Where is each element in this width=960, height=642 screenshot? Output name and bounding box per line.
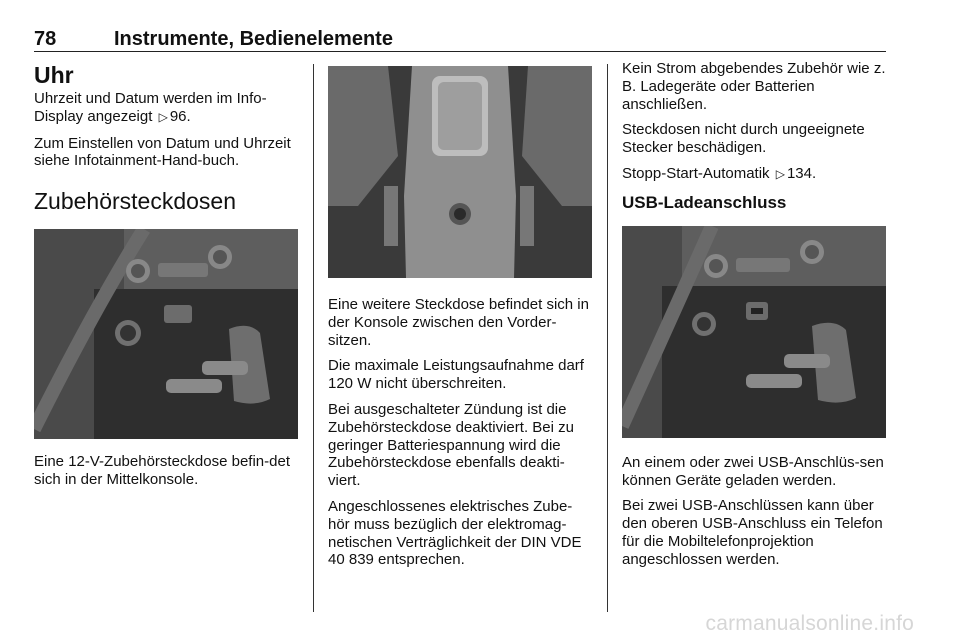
page-reference[interactable]: 96. xyxy=(169,107,191,125)
paragraph-12v-outlet: Eine 12-V-Zubehörsteckdose befin-det sich in der Mittelkonsole. xyxy=(34,453,290,488)
page-reference[interactable]: 134. xyxy=(786,164,817,182)
paragraph-stop-start xyxy=(622,165,886,184)
column-divider-2 xyxy=(607,64,608,612)
power-outlet-figure xyxy=(34,229,298,439)
paragraph-text: Stopp-Start-Automatik xyxy=(622,164,770,182)
column-1 xyxy=(34,60,298,497)
page-header xyxy=(34,28,886,52)
paragraph-usb-phone: Bei zwei USB-Anschlüssen kann über den oberen USB-Anschluss ein Telefon für die Mobiltelefonprojektion angeschlossen werden. xyxy=(622,497,883,568)
paragraph-plug-warning: Steckdosen nicht durch ungeeignete Stecker beschädigen. xyxy=(622,121,865,157)
heading-usb: USB-Ladeanschluss xyxy=(622,192,787,212)
usb-port-illustration xyxy=(622,226,886,438)
column-2 xyxy=(328,60,592,577)
paragraph-text: Uhrzeit und Datum werden im Info-Display angezeigt xyxy=(34,90,267,125)
watermark: carmanualsonline.info xyxy=(705,612,914,635)
usb-port-figure xyxy=(622,226,886,438)
console-outlet-illustration xyxy=(328,66,592,278)
page-number: 78 xyxy=(34,28,57,50)
paragraph-clock-setting: Zum Einstellen von Datum und Uhrzeit siehe Infotainment-Hand-buch. xyxy=(34,134,291,170)
header-rule xyxy=(34,51,886,52)
chapter-title: Instrumente, Bedienelemente xyxy=(114,28,393,50)
arrow-ref-icon: ▷ xyxy=(775,166,785,181)
paragraph-emc: Angeschlossenes elektrisches Zube-hör muss bezüglich der elektromag-netischen Verträglichkeit der DIN VDE 40 839 entsprechen. xyxy=(328,497,582,569)
paragraph-ignition-off: Bei ausgeschalteter Zündung ist die Zubehörsteckdose deaktiviert. Bei zu geringer Batteriespannung wird die Zubehörsteckdose ebenfalls deakti-viert. xyxy=(328,400,574,490)
paragraph-usb-charging: An einem oder zwei USB-Anschlüs-sen können Geräte geladen werden. xyxy=(622,453,884,489)
arrow-ref-icon: ▷ xyxy=(158,109,168,124)
power-outlet-illustration xyxy=(34,229,298,439)
paragraph-no-power-sources: Kein Strom abgebendes Zubehör wie z. B. Ladegeräte oder Batterien anschließen. xyxy=(622,60,886,113)
paragraph-max-power: Die maximale Leistungsaufnahme darf 120 W nicht überschreiten. xyxy=(328,357,584,393)
column-3 xyxy=(622,60,886,577)
console-outlet-figure xyxy=(328,66,592,278)
heading-zubehoersteckdosen: Zubehörsteckdosen xyxy=(34,188,237,215)
paragraph-clock-display xyxy=(34,90,298,127)
paragraph-second-outlet: Eine weitere Steckdose befindet sich in der Konsole zwischen den Vorder-sitzen. xyxy=(328,296,589,349)
column-divider-1 xyxy=(313,64,314,612)
heading-uhr: Uhr xyxy=(34,62,74,88)
